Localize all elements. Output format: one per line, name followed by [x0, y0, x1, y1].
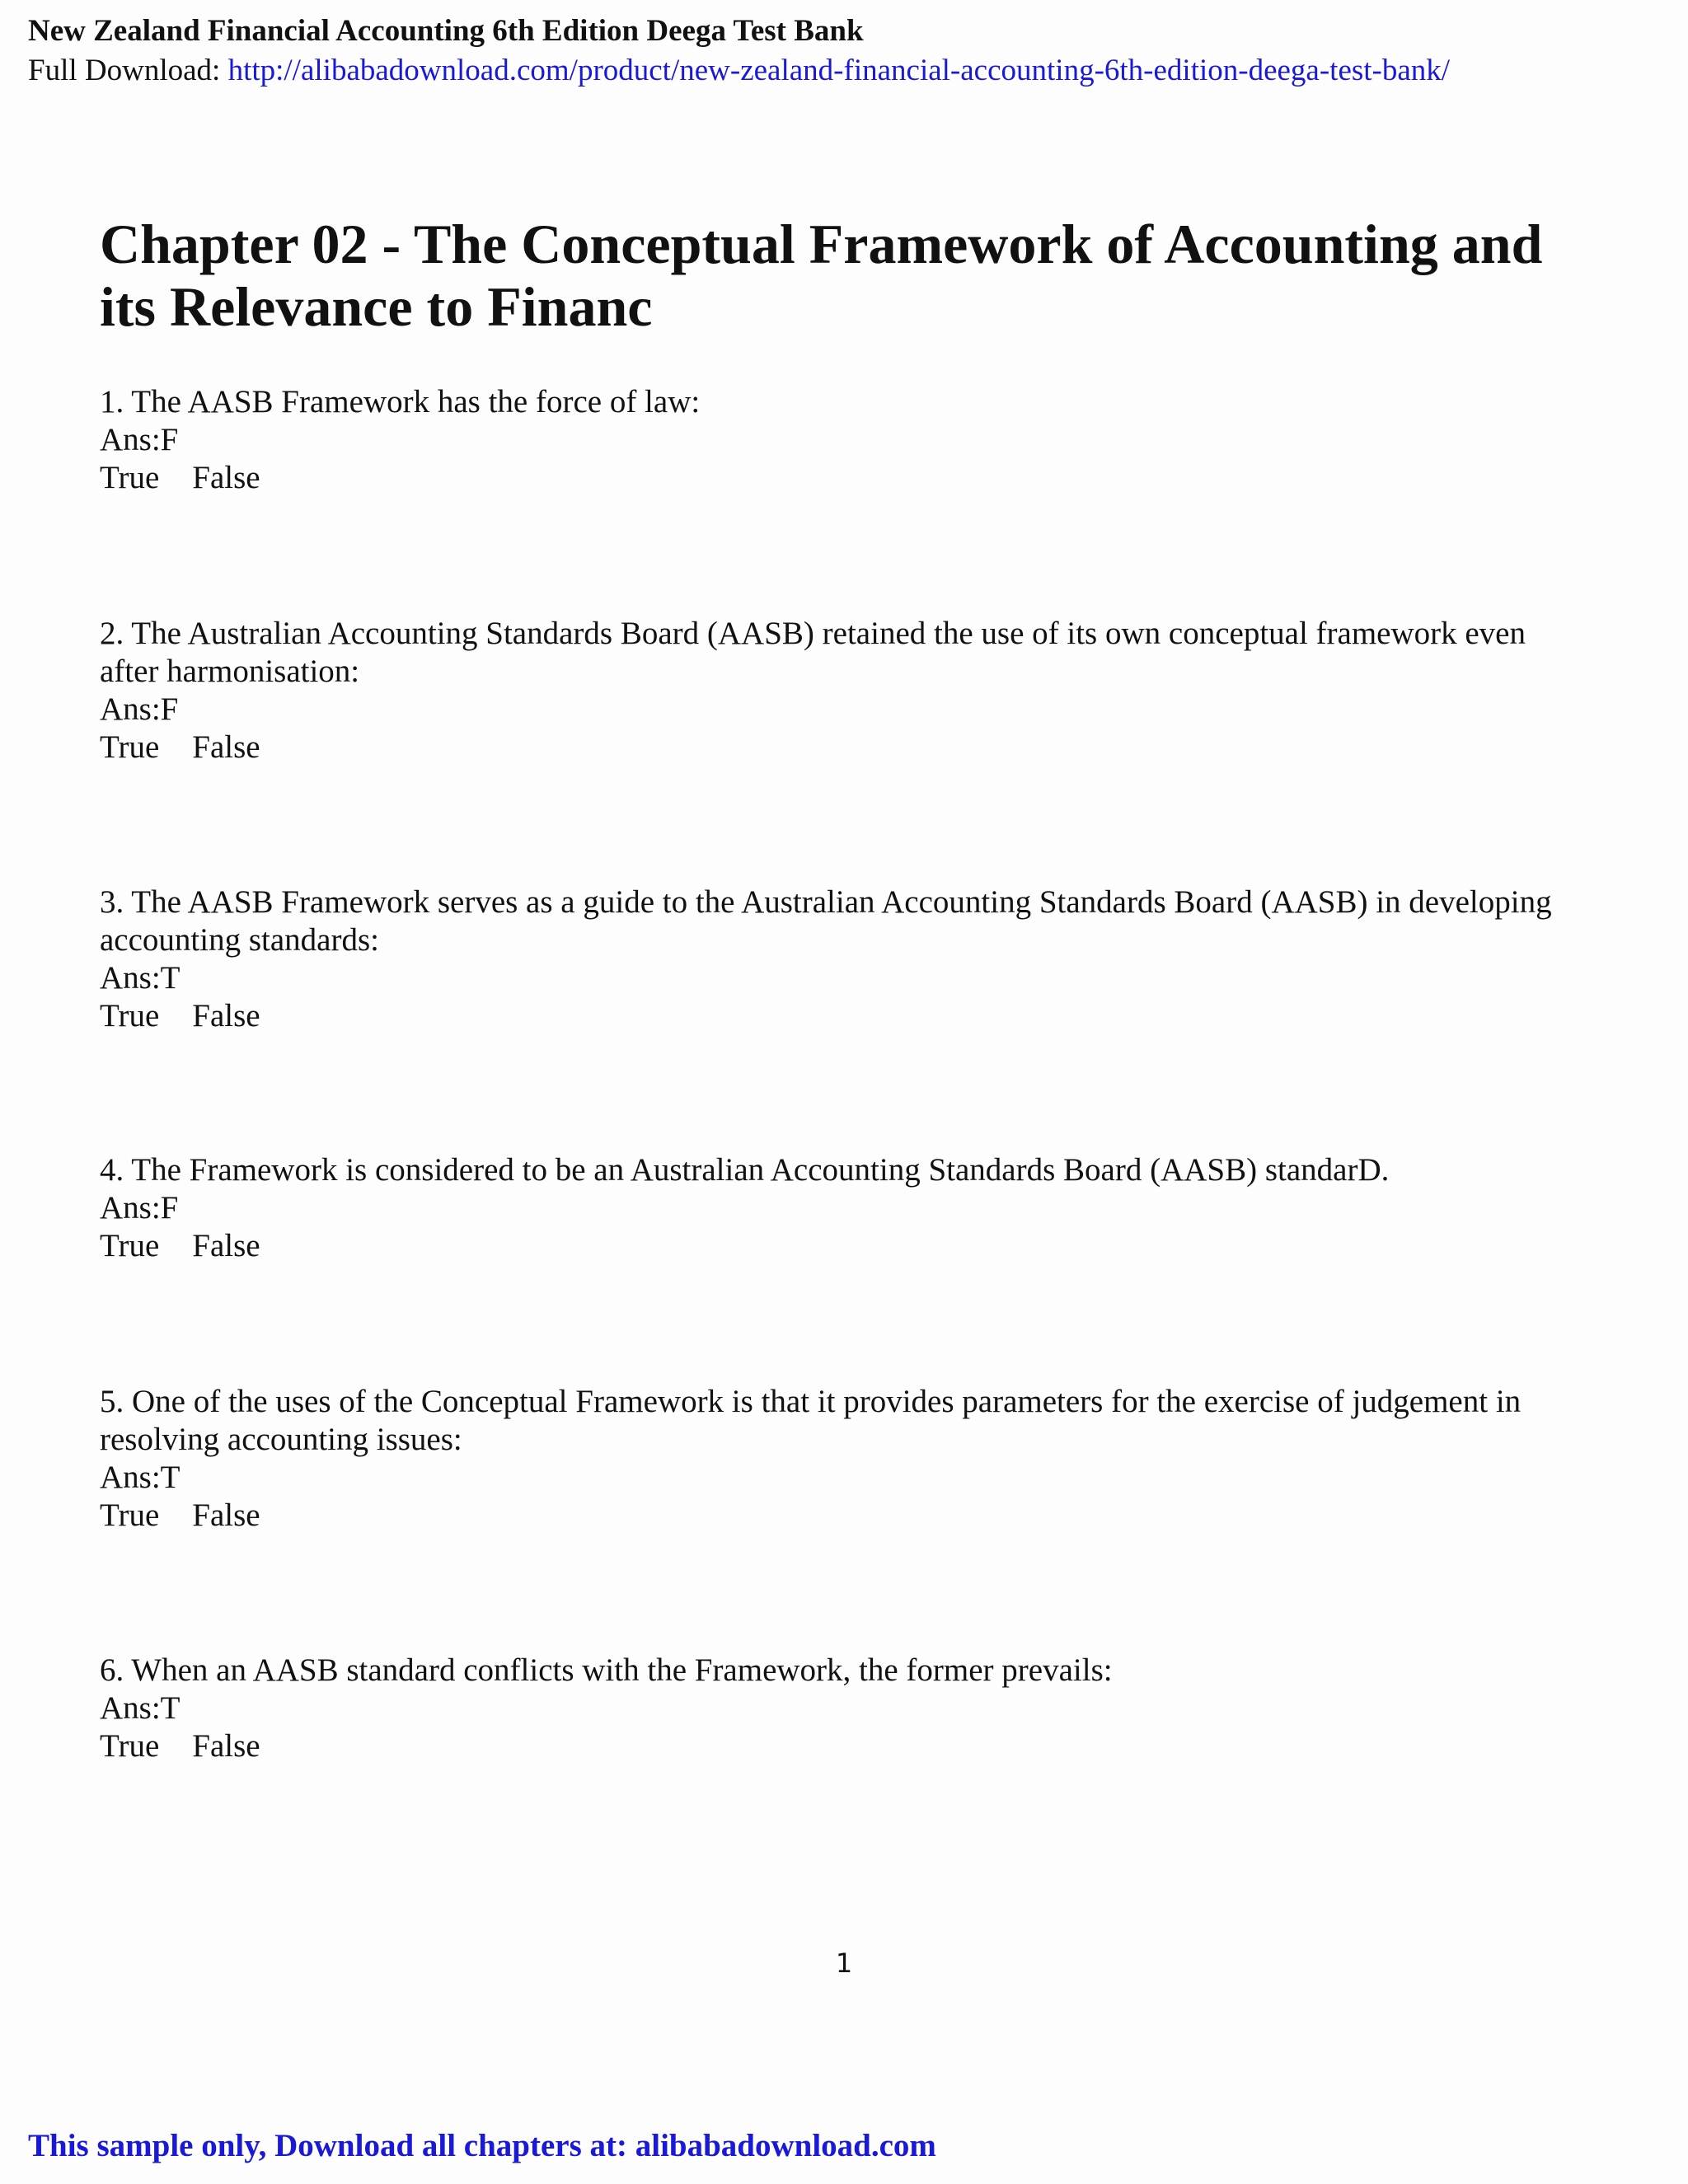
option-false[interactable]: False [192, 729, 260, 765]
question-options [100, 1497, 1583, 1535]
question-4 [100, 1151, 1583, 1265]
question-text: 5. One of the uses of the Conceptual Framework is that it provides parameters for the exercise of judgement in resolving accounting issues: [100, 1384, 1529, 1457]
option-false[interactable]: False [192, 1728, 260, 1764]
question-answer: Ans:T [100, 1460, 181, 1495]
question-answer: Ans:T [100, 960, 181, 996]
question-3 [100, 883, 1583, 1035]
question-options [100, 729, 1583, 766]
question-5 [100, 1383, 1583, 1535]
option-true[interactable]: True [100, 998, 160, 1033]
question-options [100, 1727, 1583, 1765]
book-title: New Zealand Financial Accounting 6th Edition Deega Test Bank [28, 14, 864, 48]
option-false[interactable]: False [192, 460, 260, 495]
question-answer: Ans:T [100, 1690, 181, 1726]
chapter-title: Chapter 02 - The Conceptual Framework of Accounting and its Relevance to Financ [100, 213, 1543, 338]
question-text: 6. When an AASB standard conflicts with the Framework, the former prevails: [100, 1652, 1113, 1688]
question-answer: Ans:F [100, 1190, 179, 1226]
option-true[interactable]: True [100, 1497, 160, 1533]
download-line [28, 51, 1450, 91]
download-prefix: Full Download: [28, 54, 228, 87]
question-1 [100, 383, 1583, 497]
option-true[interactable]: True [100, 1228, 160, 1263]
page-number: 1 [835, 1947, 853, 1979]
question-options [100, 459, 1583, 497]
question-answer: Ans:F [100, 691, 179, 727]
option-false[interactable]: False [192, 1228, 260, 1263]
option-true[interactable]: True [100, 1728, 160, 1764]
option-true[interactable]: True [100, 729, 160, 765]
question-text: 1. The AASB Framework has the force of law: [100, 384, 701, 419]
question-text: 4. The Framework is considered to be an Australian Accounting Standards Board (AASB) standarD. [100, 1152, 1390, 1188]
question-options [100, 1227, 1583, 1265]
question-text: 2. The Australian Accounting Standards Board (AASB) retained the use of its own conceptual framework even after harmonisation: [100, 616, 1534, 689]
option-false[interactable]: False [192, 998, 260, 1033]
question-2 [100, 615, 1583, 766]
option-true[interactable]: True [100, 460, 160, 495]
footer-download-banner[interactable]: This sample only, Download all chapters at: alibabadownload.com [28, 2128, 936, 2163]
question-options [100, 997, 1583, 1035]
question-6 [100, 1652, 1583, 1765]
download-link[interactable]: http://alibabadownload.com/product/new-zealand-financial-accounting-6th-edition-deega-test-bank/ [227, 54, 1451, 87]
question-text: 3. The AASB Framework serves as a guide to the Australian Accounting Standards Board (AASB) in developing accounting standards: [100, 884, 1560, 958]
option-false[interactable]: False [192, 1497, 260, 1533]
question-answer: Ans:F [100, 422, 179, 457]
